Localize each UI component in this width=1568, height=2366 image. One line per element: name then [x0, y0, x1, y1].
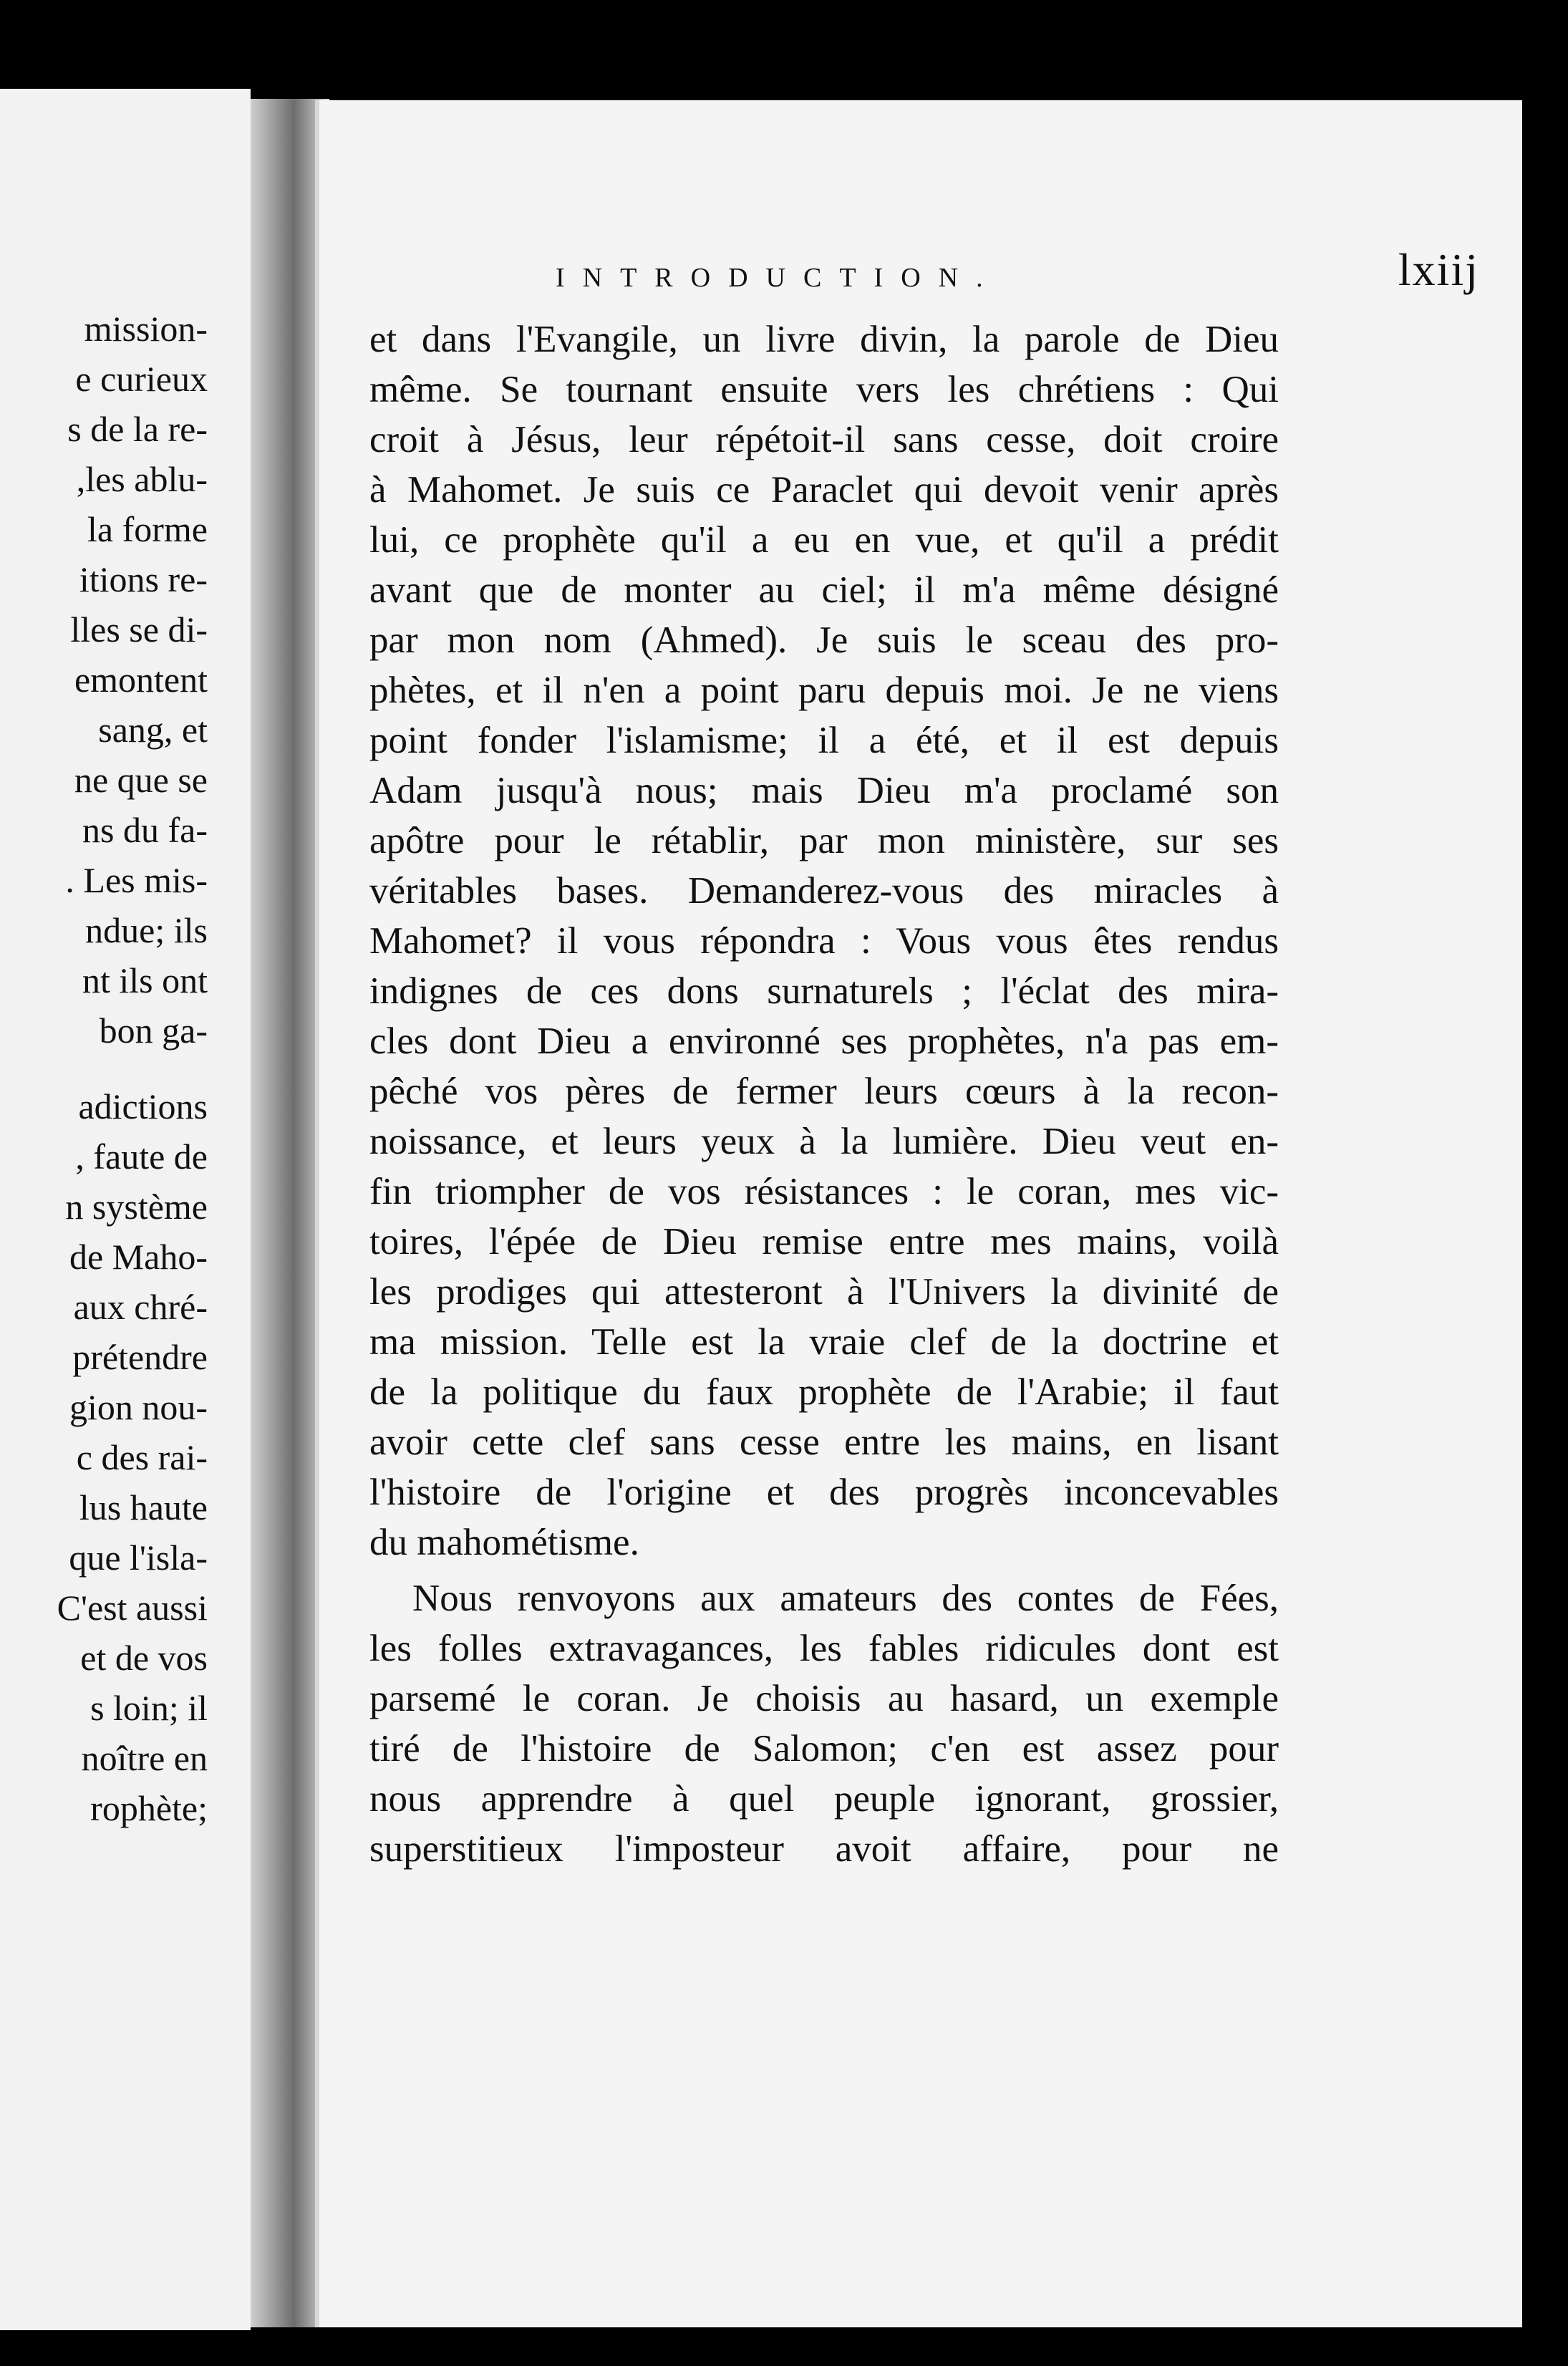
- text-line: les prodiges qui attesteront à l'Univers la divinité de: [369, 1271, 1279, 1313]
- left-page-line: , faute de: [75, 1136, 208, 1177]
- right-page: [315, 100, 1522, 2327]
- text-line: cles dont Dieu a environné ses prophètes, n'a pas em-: [369, 1020, 1279, 1062]
- text-line: phètes, et il n'en a point paru depuis moi. Je ne viens: [369, 670, 1279, 711]
- text-line: l'histoire de l'origine et des progrès inconcevables: [369, 1472, 1279, 1513]
- left-page-lines-lower: [0, 1081, 208, 1833]
- text-line: Adam jusqu'à nous; mais Dieu m'a proclamé son: [369, 770, 1279, 811]
- text-line: ma mission. Telle est la vraie clef de la doctrine et: [369, 1321, 1279, 1363]
- text-line: les folles extravagances, les fables ridicules dont est: [369, 1628, 1279, 1669]
- left-page-line: ,les ablu-: [76, 459, 208, 499]
- left-page-line: nt ils ont: [82, 960, 208, 1000]
- text-line: de la politique du faux prophète de l'Arabie; il faut: [369, 1371, 1279, 1413]
- left-page-line: que l'isla-: [69, 1537, 208, 1578]
- text-line: lui, ce prophète qu'il a eu en vue, et qu'il a prédit: [369, 519, 1279, 561]
- left-page-line: et de vos: [80, 1638, 208, 1678]
- text-line: Nous renvoyons aux amateurs des contes de Fées,: [412, 1578, 1279, 1619]
- text-line: point fonder l'islamisme; il a été, et il est depuis: [369, 720, 1279, 761]
- text-line: avoir cette clef sans cesse entre les mains, en lisant: [369, 1421, 1279, 1463]
- left-page-line: la forme: [87, 509, 208, 549]
- text-line: à Mahomet. Je suis ce Paraclet qui devoit venir après: [369, 469, 1279, 511]
- text-line: pêché vos pères de fermer leurs cœurs à la recon-: [369, 1071, 1279, 1112]
- text-line: Mahomet? il vous répondra : Vous vous êtes rendus: [369, 920, 1279, 962]
- left-page-line: ne que se: [74, 760, 208, 800]
- running-title: INTRODUCTION.: [556, 263, 1001, 293]
- left-page-line: mission-: [84, 309, 208, 349]
- left-page-line: aux chré-: [73, 1287, 208, 1327]
- text-line: toires, l'épée de Dieu remise entre mes mains, voilà: [369, 1221, 1279, 1262]
- text-line: fin triompher de vos résistances : le coran, mes vic-: [369, 1171, 1279, 1212]
- left-page-line: emontent: [74, 660, 208, 700]
- left-page-line: itions re-: [79, 559, 208, 599]
- left-page-line: ndue; ils: [85, 910, 208, 950]
- left-page-line: e curieux: [75, 359, 208, 399]
- page-number: lxiij: [1398, 244, 1479, 295]
- text-line: et dans l'Evangile, un livre divin, la parole de Dieu: [369, 319, 1279, 360]
- body-text: [369, 314, 1279, 1874]
- text-line: du mahométisme.: [369, 1522, 639, 1563]
- left-page-line: s loin; il: [90, 1688, 208, 1728]
- text-line: même. Se tournant ensuite vers les chrétiens : Qui: [369, 369, 1279, 410]
- left-page-line: gion nou-: [69, 1387, 208, 1427]
- paragraph-2: [369, 1573, 1279, 1874]
- running-head: [556, 243, 1479, 301]
- left-page-line: sang, et: [98, 710, 208, 750]
- text-line: véritables bases. Demanderez-vous des miracles à: [369, 870, 1279, 912]
- left-page-line: C'est aussi: [57, 1588, 208, 1628]
- text-line: indignes de ces dons surnaturels ; l'éclat des mira-: [369, 970, 1279, 1012]
- left-page-line: s de la re-: [67, 409, 208, 449]
- text-line: parsemé le coran. Je choisis au hasard, un exemple: [369, 1678, 1279, 1719]
- left-page-line: lus haute: [79, 1487, 208, 1527]
- text-line: nous apprendre à quel peuple ignorant, grossier,: [369, 1778, 1279, 1820]
- text-line: noissance, et leurs yeux à la lumière. Dieu veut en-: [369, 1121, 1279, 1162]
- left-page-line: ns du fa-: [82, 810, 208, 850]
- left-facing-page: [0, 89, 251, 2330]
- text-line: tiré de l'histoire de Salomon; c'en est assez pour: [369, 1728, 1279, 1769]
- left-page-line: c des rai-: [76, 1437, 208, 1477]
- left-page-text: [0, 304, 208, 1833]
- text-line: superstitieux l'imposteur avoit affaire, pour ne: [369, 1828, 1279, 1870]
- left-page-lines-upper: [0, 304, 208, 1056]
- paragraph-1: [369, 314, 1279, 1568]
- left-page-line: n système: [65, 1187, 208, 1227]
- left-page-line: adictions: [78, 1086, 208, 1126]
- text-line: par mon nom (Ahmed). Je suis le sceau des pro-: [369, 619, 1279, 661]
- left-page-line: rophète;: [90, 1788, 208, 1828]
- text-line: croit à Jésus, leur répétoit-il sans cesse, doit croire: [369, 419, 1279, 460]
- left-page-line: de Maho-: [69, 1237, 208, 1277]
- left-page-line: bon ga-: [99, 1010, 208, 1051]
- text-line: apôtre pour le rétablir, par mon ministère, sur ses: [369, 820, 1279, 861]
- left-page-line: noître en: [81, 1738, 208, 1778]
- left-page-line: prétendre: [72, 1337, 208, 1377]
- left-page-line: . Les mis-: [65, 860, 208, 900]
- left-page-line: lles se di-: [70, 609, 208, 650]
- text-line: avant que de monter au ciel; il m'a même désigné: [369, 569, 1279, 611]
